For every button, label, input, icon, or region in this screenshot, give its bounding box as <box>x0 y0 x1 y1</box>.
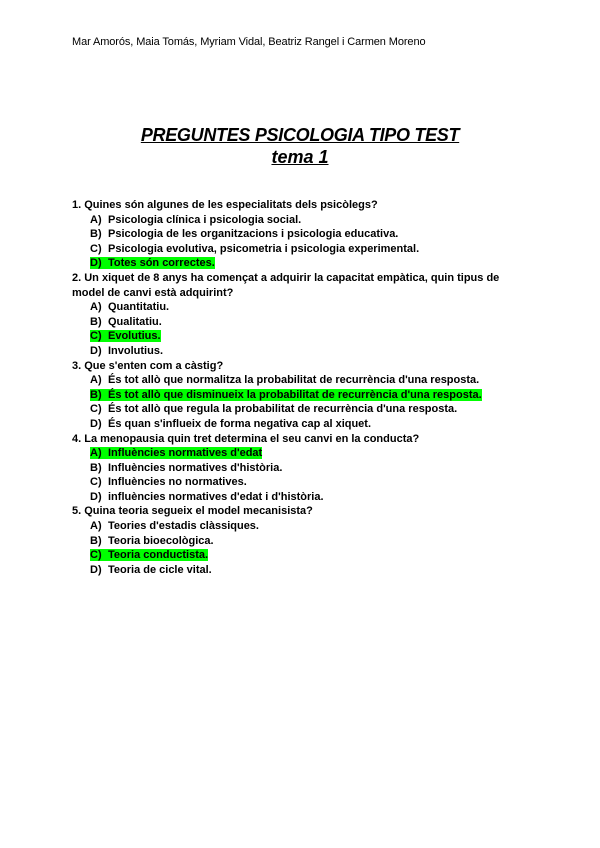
answer-letter: C) <box>90 549 102 562</box>
answer-text: És quan s'influeix de forma negativa cap al xiquet. <box>108 417 372 430</box>
answer-letter: C) <box>90 476 102 489</box>
answer-text: Teories d'estadis clàssiques. <box>108 520 259 533</box>
answer-letter: A) <box>90 447 102 460</box>
answer-option <box>72 227 512 242</box>
answer-option-correct <box>72 256 512 271</box>
answer-letter: A) <box>90 213 102 226</box>
answer-text: Psicologia clínica i psicologia social. <box>108 213 302 226</box>
answer-option <box>72 373 512 388</box>
question-text: 2. Un xiquet de 8 anys ha començat a adquirir la capacitat empàtica, quin tipus de model de canvi està adquirint? <box>72 271 500 299</box>
answer-letter: D) <box>90 490 102 503</box>
answer-option <box>72 344 512 359</box>
answer-option <box>72 315 512 330</box>
answer-letter: A) <box>90 301 102 314</box>
correct-highlight <box>90 257 215 269</box>
answer-letter: D) <box>90 257 102 270</box>
question-text: 1. Quines són algunes de les especialitats dels psicòlegs? <box>72 199 378 211</box>
answer-letter: B) <box>90 228 102 241</box>
answer-option <box>72 490 512 505</box>
answer-option <box>72 417 512 432</box>
answer-text: Totes són correctes. <box>108 257 215 270</box>
answer-text: Influències normatives d'edat <box>108 447 263 460</box>
document-subtitle: tema 1 <box>271 147 329 167</box>
answer-letter: A) <box>90 374 102 387</box>
answer-text: És tot allò que normalitza la probabilitat de recurrència d'una resposta. <box>108 374 480 387</box>
answer-letter: A) <box>90 520 102 533</box>
answer-text: És tot allò que regula la probabilitat de recurrència d'una resposta. <box>108 403 458 416</box>
answer-list <box>72 300 512 358</box>
answer-text: Influències no normatives. <box>108 476 247 489</box>
correct-highlight <box>90 447 262 459</box>
question-text: 4. La menopausia quin tret determina el seu canvi en la conducta? <box>72 432 420 445</box>
answer-letter: B) <box>90 388 102 401</box>
answer-option-correct <box>72 446 512 461</box>
answer-text: Qualitatiu. <box>108 315 162 328</box>
document-title: PREGUNTES PSICOLOGIA TIPO TEST <box>140 125 460 145</box>
correct-highlight <box>90 330 161 342</box>
answer-option <box>72 213 512 228</box>
answer-text: Psicologia de les organitzacions i psicologia educativa. <box>108 228 399 241</box>
answer-list <box>72 373 512 431</box>
answer-option <box>72 242 512 257</box>
question-3 <box>72 359 512 432</box>
answer-letter: D) <box>90 417 102 430</box>
answer-option <box>72 563 512 578</box>
answer-option-correct <box>72 548 512 563</box>
question-4 <box>72 432 512 505</box>
correct-highlight <box>90 389 482 401</box>
answer-option-correct <box>72 329 512 344</box>
answer-list <box>72 519 512 577</box>
answer-text: Influències normatives d'història. <box>108 461 283 474</box>
answer-letter: C) <box>90 403 102 416</box>
answer-letter: C) <box>90 242 102 255</box>
answer-text: Quantitatiu. <box>108 301 170 314</box>
answer-letter: D) <box>90 563 102 576</box>
answer-list <box>72 213 512 271</box>
answer-text: Teoria conductista. <box>108 549 209 562</box>
answer-option <box>72 461 512 476</box>
answer-option <box>72 402 512 417</box>
answer-option <box>72 519 512 534</box>
answer-text: És tot allò que disminueix la probabilitat de recurrència d'una resposta. <box>108 388 482 401</box>
answer-text: Involutius. <box>108 344 163 357</box>
question-2 <box>72 271 512 359</box>
answer-text: Teoria bioecològica. <box>108 534 214 547</box>
question-list <box>72 198 512 577</box>
answer-text: Evolutius. <box>108 330 161 343</box>
question-text: 5. Quina teoria segueix el model mecanisista? <box>72 505 313 518</box>
answer-letter: B) <box>90 534 102 547</box>
answer-letter: B) <box>90 315 102 328</box>
question-text: 3. Que s'enten com a càstig? <box>72 359 224 372</box>
answer-letter: C) <box>90 330 102 343</box>
answer-option <box>72 475 512 490</box>
answer-text: Psicologia evolutiva, psicometria i psicologia experimental. <box>108 242 420 255</box>
answer-option <box>72 534 512 549</box>
answer-option <box>72 300 512 315</box>
title-block <box>0 124 600 168</box>
correct-highlight <box>90 549 208 561</box>
authors-header: Mar Amorós, Maia Tomás, Myriam Vidal, Beatriz Rangel i Carmen Moreno <box>72 36 426 48</box>
answer-list <box>72 446 512 504</box>
answer-letter: D) <box>90 344 102 357</box>
question-1 <box>72 198 512 271</box>
question-5 <box>72 504 512 577</box>
answer-text: Teoria de cicle vital. <box>108 563 212 576</box>
answer-text: influències normatives d'edat i d'història. <box>108 490 324 503</box>
answer-letter: B) <box>90 461 102 474</box>
answer-option-correct <box>72 388 512 403</box>
